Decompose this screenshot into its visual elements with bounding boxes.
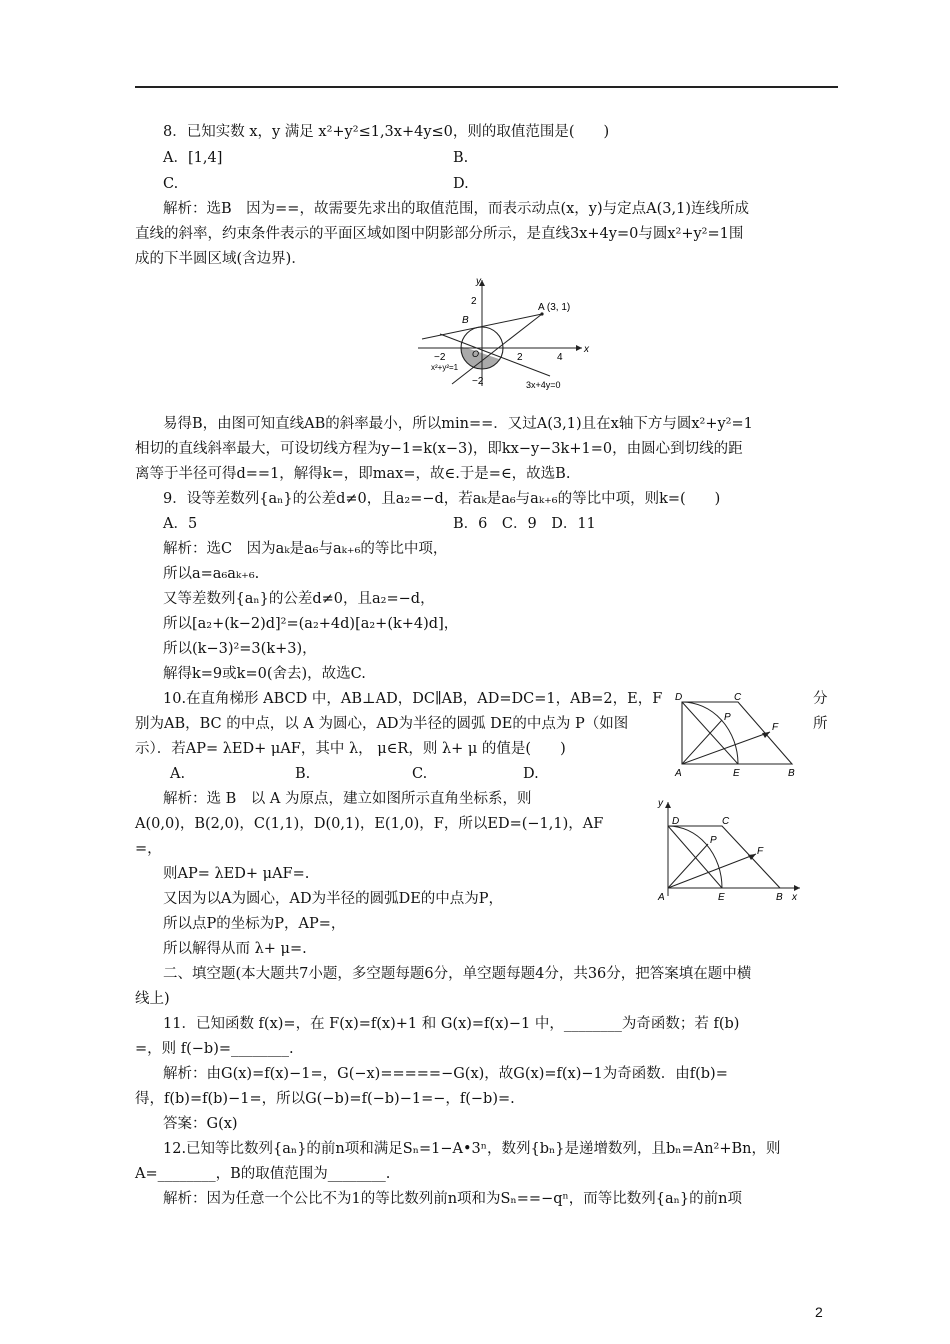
q10-solution-line: 所以点P的坐标为P，AP=， [163, 916, 346, 932]
tick-label: 4 [557, 352, 563, 363]
section-heading: 二、填空题(本大题共7小题，多空题每题6分，单空题每题4分，共36分，把答案填在题中横 [163, 966, 752, 982]
q10-stem-tail: 所 [813, 716, 828, 732]
x-axis-label: x [584, 344, 589, 355]
header-rule [135, 86, 838, 88]
q10-solution-line: 所以解得从而 λ+ μ=. [163, 941, 307, 957]
figure-coordinate-trapezoid [652, 796, 812, 904]
label-p: P [710, 835, 717, 846]
q10-solution-line: A(0,0)，B(2,0)，C(1,1)，D(0,1)，E(1,0)，F，所以ED=(−1,1)，AF [135, 816, 604, 832]
q10-solution-line: 解析：选 B 以 A 为原点，建立如图所示直角坐标系，则 [163, 791, 532, 807]
q11-solution-line: 解析：由G(x)=f(x)−1=，G(−x)=====−G(x)，故G(x)=f(x)−1为奇函数．由f(b)= [163, 1066, 728, 1082]
label-p: P [724, 712, 731, 723]
q10-option-c: C. [412, 766, 428, 782]
q9-solution-line: 解析：选C 因为aₖ是a₆与aₖ₊₆的等比中项， [163, 541, 448, 557]
q8-solution-line: 易得B，由图可知直线AB的斜率最小，所以min==．又过A(3,1)且在x轴下方与圆x²+y²=1 [163, 416, 753, 432]
tick-label: 2 [471, 296, 477, 307]
segment-af [682, 732, 770, 764]
q9-options-bcd: B．6 C．9 D．11 [453, 516, 596, 532]
tick-label: −2 [472, 376, 484, 387]
point-b-label: B [462, 315, 469, 326]
q10-solution-line: 则AP= λED+ μAF=. [163, 866, 310, 882]
q9-option-a: A．5 [163, 516, 198, 532]
q8-solution-line: 相切的直线斜率最大，可设切线方程为y−1=k(x−3)，即kx−y−3k+1=0，由圆心到切线的距 [135, 441, 743, 457]
segment-af [668, 854, 756, 888]
label-c: C [722, 816, 730, 827]
q10-option-b: B. [295, 766, 311, 782]
q9-solution-line: 解得k=9或k=0(舍去)，故选C. [163, 666, 366, 682]
circle-equation-label: x²+y²=1 [431, 363, 459, 372]
q9-solution-line: 所以a=a₆aₖ₊₆. [163, 566, 260, 582]
q10-stem: 示）．若AP= λED+ μAF，其中 λ， μ∈R，则 λ+ μ 的值是( ) [135, 741, 566, 757]
q9-solution-line: 所以[a₂+(k−2)d]²=(a₂+4d)[a₂+(k+4)d]， [163, 616, 459, 632]
figure-circle-region [410, 274, 600, 394]
q8-solution-line: 直线的斜率，约束条件表示的平面区域如图中阴影部分所示，是直线3x+4y=0与圆x²+y²=1围 [135, 226, 744, 242]
q11-answer: 答案：G(x) [163, 1116, 238, 1132]
q10-option-a: A. [170, 766, 186, 782]
label-d: D [675, 692, 683, 703]
q8-option-c: C. [163, 176, 179, 192]
q11-stem: 11．已知函数 f(x)=，在 F(x)=f(x)+1 和 G(x)=f(x)−1 中，________为奇函数；若 f(b) [163, 1016, 740, 1032]
section-heading: 线上) [135, 991, 170, 1007]
trapezoid-dcb [668, 826, 780, 888]
q10-stem: 10.在直角梯形 ABCD 中，AB⊥AD，DC∥AB，AD=DC=1，AB=2，E，F [163, 691, 663, 707]
label-e: E [718, 892, 725, 903]
q8-stem: 8．已知实数 x，y 满足 x²+y²≤1,3x+4y≤0，则的取值范围是( ) [163, 124, 610, 140]
label-a: A [658, 892, 665, 903]
page-number: 2 [815, 1304, 823, 1320]
q10-solution-line: 又因为以A为圆心，AD为半径的圆弧DE的中点为P， [163, 891, 504, 907]
segment-ap [668, 844, 708, 888]
q8-option-a: A．[1,4] [163, 150, 223, 166]
q8-solution-line: 成的下半圆区域(含边界)． [135, 251, 306, 267]
q9-stem: 9．设等差数列{aₙ}的公差d≠0，且a₂=−d，若aₖ是a₆与aₖ₊₆的等比中项，则k=( ) [163, 491, 721, 507]
label-c: C [734, 692, 742, 703]
label-b: B [788, 768, 795, 779]
label-y: y [658, 798, 663, 809]
label-x: x [792, 892, 797, 903]
q10-stem-tail: 分 [813, 691, 828, 707]
segment-ap [682, 720, 722, 764]
q11-solution-line: 得，f(b)=f(b)−1=，所以G(−b)=f(−b)−1=−，f(−b)=. [135, 1091, 515, 1107]
tick-label: 2 [517, 352, 523, 363]
q10-stem: 别为AB，BC 的中点，以 A 为圆心，AD为半径的圆弧 DE的中点为 P（如图 [135, 716, 629, 732]
q10-option-d: D. [523, 766, 539, 782]
label-a: A [675, 768, 682, 779]
q8-solution-line: 离等于半径可得d==1，解得k=，即max=，故∈.于是=∈，故选B. [135, 466, 571, 482]
tick-label: −2 [434, 352, 446, 363]
origin-label: O [472, 349, 480, 359]
q8-solution-line: 解析：选B 因为==，故需要先求出的取值范围，而表示动点(x，y)与定点A(3,1)连线所成 [163, 201, 749, 217]
label-f: F [772, 722, 779, 733]
label-e: E [733, 768, 740, 779]
label-d: D [672, 816, 680, 827]
q8-option-d: D. [453, 176, 469, 192]
q12-stem: 12.已知等比数列{aₙ}的前n项和满足Sₙ=1−A•3ⁿ，数列{bₙ}是递增数列，且bₙ=An²+Bn，则 [163, 1141, 781, 1157]
y-axis-label: y [476, 276, 481, 287]
q11-stem: =，则 f(−b)=________. [135, 1041, 294, 1057]
q9-solution-line: 又等差数列{aₙ}的公差d≠0，且a₂=−d， [163, 591, 435, 607]
point-a-label: A (3, 1) [538, 302, 571, 313]
label-f: F [757, 846, 764, 857]
figure-trapezoid [670, 690, 810, 782]
q9-solution-line: 所以(k−3)²=3(k+3)， [163, 641, 317, 657]
q12-stem: A=________，B的取值范围为________. [135, 1166, 391, 1182]
label-b: B [776, 892, 783, 903]
q8-option-b: B. [453, 150, 469, 166]
line-equation-label: 3x+4y=0 [526, 380, 561, 390]
q12-solution-line: 解析：因为任意一个公比不为1的等比数列前n项和为Sₙ==−qⁿ，而等比数列{aₙ}的前n项 [163, 1191, 742, 1207]
q10-solution-line: =， [135, 841, 162, 857]
